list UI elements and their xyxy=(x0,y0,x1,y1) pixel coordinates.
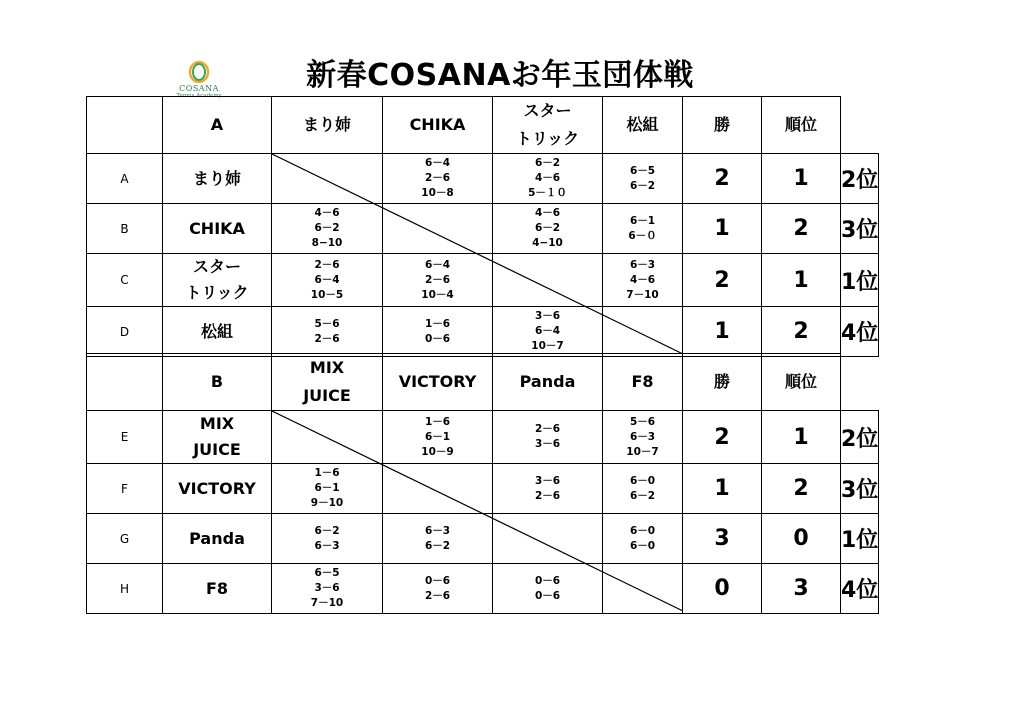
rank-value: 3位 xyxy=(841,464,879,514)
column-header-team: 松組 xyxy=(603,97,683,154)
column-header-team: まり姉 xyxy=(272,97,383,154)
table-row xyxy=(87,411,879,464)
match-score: 6－2 4－6 5－１０ xyxy=(493,154,603,204)
losses-count: 2 xyxy=(762,204,841,254)
match-score: 6－5 3－6 7－10 xyxy=(272,564,383,614)
team-name: VICTORY xyxy=(163,464,272,514)
match-score: 2－6 3－6 xyxy=(493,411,603,464)
match-score: 6－3 4－6 7－10 xyxy=(603,254,683,307)
rank-value: 4位 xyxy=(841,564,879,614)
team-name: MIX JUICE xyxy=(163,411,272,464)
losses-count: 1 xyxy=(762,154,841,204)
losses-count: 1 xyxy=(762,411,841,464)
wins-count: 2 xyxy=(683,154,762,204)
rank-value: 1位 xyxy=(841,254,879,307)
group-label: A xyxy=(163,97,272,154)
match-score: 6－0 6－0 xyxy=(603,514,683,564)
match-score: 1－6 0－6 xyxy=(383,307,493,357)
column-header-wins: 勝 xyxy=(683,97,762,154)
row-id: E xyxy=(87,411,163,464)
rank-value: 2位 xyxy=(841,154,879,204)
row-id: A xyxy=(87,154,163,204)
column-header-team: CHIKA xyxy=(383,97,493,154)
group-b-table xyxy=(86,353,879,614)
team-name: F8 xyxy=(163,564,272,614)
column-header-rank: 順位 xyxy=(762,354,841,411)
match-score: 4－6 6－2 4−10 xyxy=(493,204,603,254)
rank-value: 2位 xyxy=(841,411,879,464)
team-name: 松組 xyxy=(163,307,272,357)
column-header-team: MIX JUICE xyxy=(272,354,383,411)
row-id: G xyxy=(87,514,163,564)
row-id: B xyxy=(87,204,163,254)
losses-count: 1 xyxy=(762,254,841,307)
header-row xyxy=(87,97,879,154)
losses-count: 3 xyxy=(762,564,841,614)
row-id: C xyxy=(87,254,163,307)
match-score: 3－6 6－4 10－7 xyxy=(493,307,603,357)
wins-count: 1 xyxy=(683,307,762,357)
table-row xyxy=(87,154,879,204)
losses-count: 0 xyxy=(762,514,841,564)
row-id: F xyxy=(87,464,163,514)
wins-count: 1 xyxy=(683,204,762,254)
rank-value: 3位 xyxy=(841,204,879,254)
match-score: 4－6 6－2 8−10 xyxy=(272,204,383,254)
corner-cell xyxy=(87,354,163,411)
match-score: 6－4 2－6 10－4 xyxy=(383,254,493,307)
team-name: スター トリック xyxy=(163,254,272,307)
page-title: 新春COSANAお年玉団体戦 xyxy=(306,58,694,93)
logo-subtitle: Tennis Academy xyxy=(176,93,222,99)
match-score: 1－6 6－1 10－9 xyxy=(383,411,493,464)
column-header-team: スター トリック xyxy=(493,97,603,154)
column-header-team: F8 xyxy=(603,354,683,411)
rank-value: 1位 xyxy=(841,514,879,564)
match-score: 6－5 6－2 xyxy=(603,154,683,204)
match-score: 3－6 2－6 xyxy=(493,464,603,514)
wins-count: 2 xyxy=(683,254,762,307)
team-name: Panda xyxy=(163,514,272,564)
group-a-table xyxy=(86,96,879,357)
match-score: 6－1 6－０ xyxy=(603,204,683,254)
self-match-cell xyxy=(272,411,383,464)
wins-count: 1 xyxy=(683,464,762,514)
match-score: 0－6 0－6 xyxy=(493,564,603,614)
column-header-team: VICTORY xyxy=(383,354,493,411)
diagonal-line xyxy=(272,411,683,611)
wins-count: 3 xyxy=(683,514,762,564)
team-name: CHIKA xyxy=(163,204,272,254)
column-header-team: Panda xyxy=(493,354,603,411)
self-match-cell xyxy=(272,154,383,204)
rank-value: 4位 xyxy=(841,307,879,357)
group-label: B xyxy=(163,354,272,411)
row-id: H xyxy=(87,564,163,614)
logo-name: COSANA xyxy=(179,84,219,93)
match-score: 6－0 6－2 xyxy=(603,464,683,514)
column-header-rank: 順位 xyxy=(762,97,841,154)
wins-count: 2 xyxy=(683,411,762,464)
match-score: 6－2 6－3 xyxy=(272,514,383,564)
losses-count: 2 xyxy=(762,307,841,357)
corner-cell xyxy=(87,97,163,154)
row-id: D xyxy=(87,307,163,357)
match-score: 2－6 6－4 10－5 xyxy=(272,254,383,307)
losses-count: 2 xyxy=(762,464,841,514)
diagonal-line xyxy=(272,154,683,354)
match-score: 6－3 6－2 xyxy=(383,514,493,564)
match-score: 5－6 6－3 10－7 xyxy=(603,411,683,464)
match-score: 0－6 2－6 xyxy=(383,564,493,614)
logo-ring-icon xyxy=(186,60,212,84)
wins-count: 0 xyxy=(683,564,762,614)
header-row xyxy=(87,354,879,411)
team-name: まり姉 xyxy=(163,154,272,204)
match-score: 1－6 6－1 9－10 xyxy=(272,464,383,514)
match-score: 6－4 2－6 10－8 xyxy=(383,154,493,204)
column-header-wins: 勝 xyxy=(683,354,762,411)
match-score: 5－6 2－6 xyxy=(272,307,383,357)
